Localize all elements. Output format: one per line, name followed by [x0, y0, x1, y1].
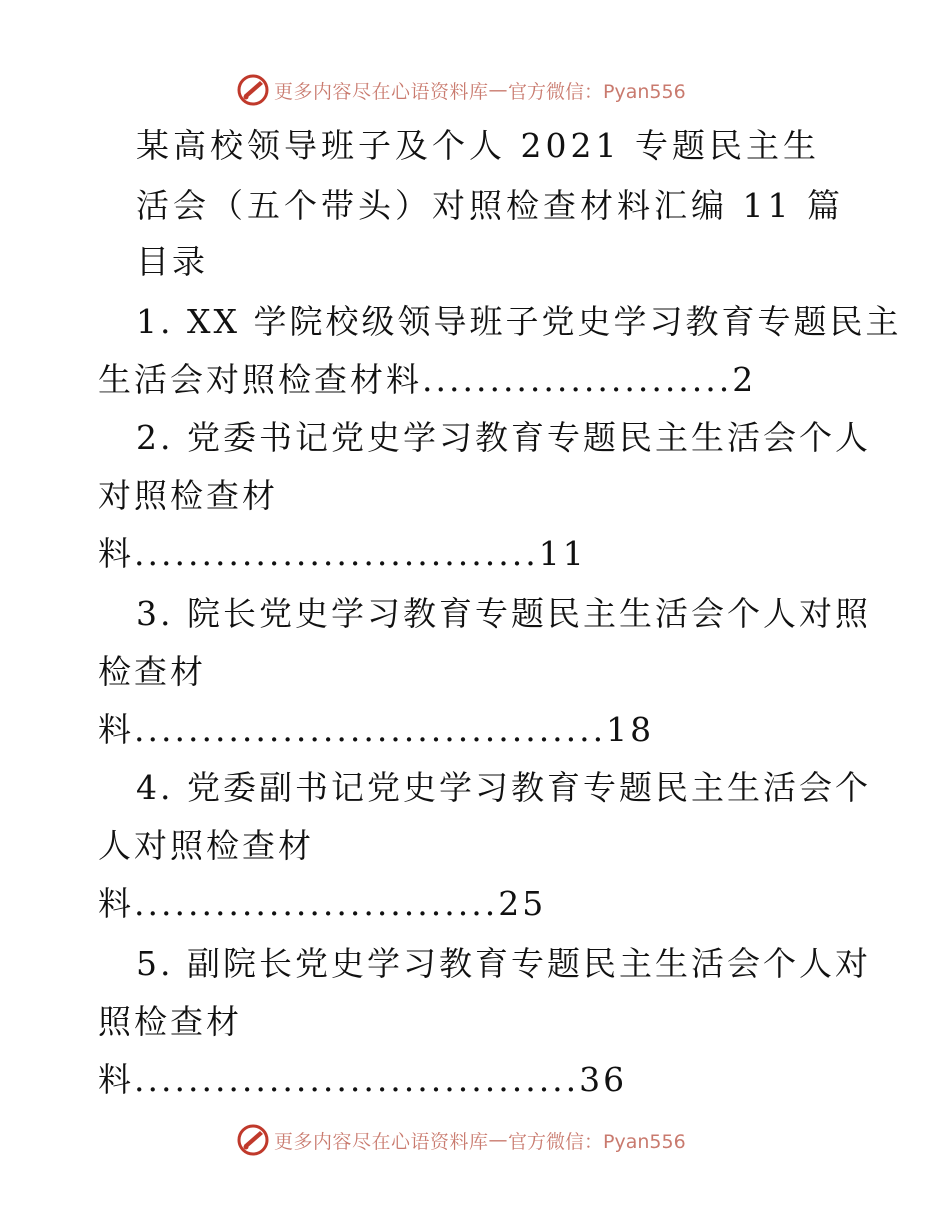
toc-item-4-line2: 人对照检查材 — [98, 826, 314, 865]
doc-title-line2: 活会（五个带头）对照检查材料汇编 11 篇 — [136, 186, 844, 225]
toc-heading: 目录 — [136, 242, 208, 281]
footer-banner — [236, 1122, 686, 1158]
toc-item-4-line3: 料...........................25 — [98, 884, 547, 923]
toc-item-5-line2: 照检查材 — [98, 1002, 242, 1041]
toc-item-3-line2: 检查材 — [98, 652, 206, 691]
toc-item-1-line2: 生活会对照检查材料.......................2 — [98, 360, 757, 399]
banner-wechat: 官方微信：Pyan556 — [508, 80, 686, 103]
header-banner — [236, 72, 686, 108]
toc-item-3-line1: 3. 院长党史学习教育专题民主生活会个人对照 — [136, 594, 871, 633]
toc-item-1-line1: 1. XX 学院校级领导班子党史学习教育专题民主 — [136, 302, 902, 341]
banner-dash: — — [488, 79, 509, 101]
banner-dash: — — [488, 1129, 509, 1151]
toc-item-4-line1: 4. 党委副书记党史学习教育专题民主生活会个 — [136, 768, 871, 807]
brand-logo-icon — [236, 73, 270, 107]
doc-title-line1: 某高校领导班子及个人 2021 专题民主生 — [136, 126, 820, 165]
toc-item-5-line3: 料.................................36 — [98, 1060, 628, 1099]
banner-text: 更多内容尽在心语资料库 — [274, 1130, 489, 1153]
banner-text: 更多内容尽在心语资料库 — [274, 80, 489, 103]
toc-item-5-line1: 5. 副院长党史学习教育专题民主生活会个人对 — [136, 944, 871, 983]
toc-item-3-line3: 料...................................18 — [98, 710, 655, 749]
toc-item-2-line2: 对照检查材 — [98, 476, 278, 515]
toc-item-2-line1: 2. 党委书记党史学习教育专题民主生活会个人 — [136, 418, 871, 457]
banner-wechat: 官方微信：Pyan556 — [508, 1130, 686, 1153]
toc-item-2-line3: 料..............................11 — [98, 534, 587, 573]
brand-logo-icon — [236, 1123, 270, 1157]
